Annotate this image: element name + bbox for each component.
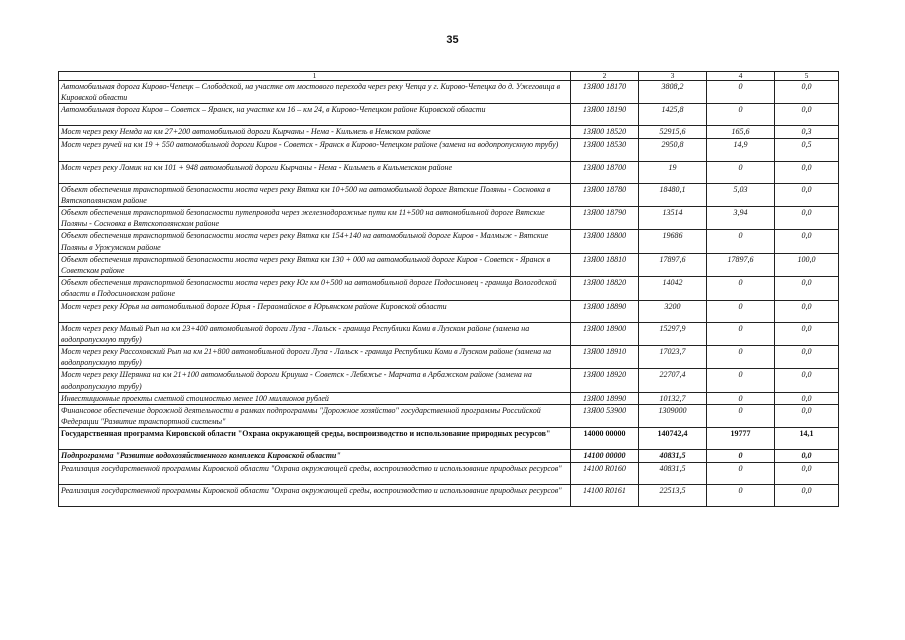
row-value-cell: 0	[707, 300, 775, 322]
row-percent-cell: 0,0	[775, 207, 839, 230]
row-value-cell: 22513,5	[639, 484, 707, 506]
table-row	[59, 126, 839, 138]
row-value-cell: 52915,6	[639, 126, 707, 138]
table-row	[59, 104, 839, 126]
row-percent-cell: 14,1	[775, 428, 839, 450]
row-code-cell: 13Я00 18170	[571, 81, 639, 104]
row-name-cell: Мост через реку Юрья на автомобильной дороге Юрья - Пераомайское в Юрьянском районе Кировской области	[59, 300, 571, 322]
row-value-cell: 165,6	[707, 126, 775, 138]
row-value-cell: 140742,4	[639, 428, 707, 450]
row-name-cell: Финансовое обеспечение дорожной деятельности в рамках подпрограммы "Дорожное хозяйство" государственной программы Российской Федерации "Развитие транспортной системы"	[59, 405, 571, 428]
header-cell-5: 5	[775, 72, 839, 81]
row-name-cell: Подпрограмма "Развитие водохозяйственного комплекса Кировской области"	[59, 450, 571, 462]
row-percent-cell: 0,0	[775, 484, 839, 506]
row-value-cell: 2950,8	[639, 138, 707, 161]
table-row	[59, 428, 839, 450]
row-value-cell: 0	[707, 161, 775, 183]
row-percent-cell: 0,0	[775, 462, 839, 484]
row-code-cell: 13Я00 18530	[571, 138, 639, 161]
row-name-cell: Инвестиционные проекты сметной стоимостью менее 100 миллионов рублей	[59, 392, 571, 404]
row-percent-cell: 0,0	[775, 392, 839, 404]
table-row	[59, 81, 839, 104]
row-name-cell: Реализация государственной программы Кировской области "Охрана окружающей среды, воспроизводство и использование природных ресурсов"	[59, 462, 571, 484]
row-value-cell: 0	[707, 104, 775, 126]
row-percent-cell: 0,0	[775, 161, 839, 183]
row-value-cell: 5,03	[707, 183, 775, 206]
row-code-cell: 13Я00 18520	[571, 126, 639, 138]
table-row	[59, 230, 839, 253]
table-row	[59, 161, 839, 183]
row-value-cell: 3808,2	[639, 81, 707, 104]
row-code-cell: 13Я00 18800	[571, 230, 639, 253]
row-value-cell: 17897,6	[639, 253, 707, 276]
row-value-cell: 19686	[639, 230, 707, 253]
row-code-cell: 13Я00 18890	[571, 300, 639, 322]
row-name-cell: Мост через ручей на км 19 + 550 автомобильной дороги Киров - Советск - Яранск в Кирово-Чепецком районе (замена на водопропускную трубу)	[59, 138, 571, 161]
row-code-cell: 14100 R0161	[571, 484, 639, 506]
row-code-cell: 13Я00 18190	[571, 104, 639, 126]
row-percent-cell: 0,5	[775, 138, 839, 161]
row-code-cell: 14000 00000	[571, 428, 639, 450]
table-row	[59, 369, 839, 392]
row-percent-cell: 0,0	[775, 104, 839, 126]
row-percent-cell: 0,0	[775, 346, 839, 369]
table-row	[59, 253, 839, 276]
row-percent-cell: 0,0	[775, 277, 839, 300]
row-value-cell: 0	[707, 322, 775, 345]
row-name-cell: Объект обеспечения транспортной безопасности моста через реку Вятка км 10+500 на автомобильной дороге Вятские Поляны - Сосновка в Вятскополянском районе	[59, 183, 571, 206]
row-value-cell: 0	[707, 450, 775, 462]
row-value-cell: 0	[707, 346, 775, 369]
row-value-cell: 40831,5	[639, 462, 707, 484]
table-row	[59, 183, 839, 206]
row-percent-cell: 0,3	[775, 126, 839, 138]
table-row	[59, 405, 839, 428]
row-code-cell: 13Я00 18700	[571, 161, 639, 183]
row-percent-cell: 0,0	[775, 369, 839, 392]
row-percent-cell: 0,0	[775, 322, 839, 345]
row-name-cell: Мост через реку Шерянка на км 21+100 автомобильной дороги Криуша - Советск - Лебяжье - Марчата в Арбажском районе (замена на водопропускную трубу)	[59, 369, 571, 392]
row-code-cell: 14100 R0160	[571, 462, 639, 484]
header-row	[59, 72, 839, 81]
row-value-cell: 1309000	[639, 405, 707, 428]
table-row	[59, 277, 839, 300]
row-value-cell: 40831,5	[639, 450, 707, 462]
row-value-cell: 0	[707, 462, 775, 484]
row-name-cell: Мост через реку Рассоховский Рып на км 21+800 автомобильной дороги Луза - Лальск - граница Республики Коми в Лузском районе (замена на водопропускную трубу)	[59, 346, 571, 369]
row-value-cell: 17023,7	[639, 346, 707, 369]
row-value-cell: 14,9	[707, 138, 775, 161]
row-percent-cell: 0,0	[775, 300, 839, 322]
row-value-cell: 13514	[639, 207, 707, 230]
row-value-cell: 19777	[707, 428, 775, 450]
table-row	[59, 392, 839, 404]
row-percent-cell: 0,0	[775, 230, 839, 253]
row-code-cell: 13Я00 18910	[571, 346, 639, 369]
table-row	[59, 300, 839, 322]
table-row	[59, 207, 839, 230]
row-value-cell: 10132,7	[639, 392, 707, 404]
row-percent-cell: 0,0	[775, 183, 839, 206]
row-percent-cell: 0,0	[775, 450, 839, 462]
row-value-cell: 0	[707, 81, 775, 104]
header-cell-4: 4	[707, 72, 775, 81]
row-name-cell: Государственная программа Кировской области "Охрана окружающей среды, воспроизводство и использование природных ресурсов"	[59, 428, 571, 450]
table-row	[59, 138, 839, 161]
row-percent-cell: 0,0	[775, 405, 839, 428]
row-code-cell: 13Я00 18810	[571, 253, 639, 276]
header-cell-2: 2	[571, 72, 639, 81]
row-value-cell: 0	[707, 369, 775, 392]
row-value-cell: 0	[707, 392, 775, 404]
row-value-cell: 15297,9	[639, 322, 707, 345]
row-percent-cell: 100,0	[775, 253, 839, 276]
row-name-cell: Мост через реку Малый Рып на км 23+400 автомобильной дороги Луза - Лальск - граница Республики Коми в Лузском районе (замена на водопропускную трубу)	[59, 322, 571, 345]
header-cell-1: 1	[59, 72, 571, 81]
row-value-cell: 22707,4	[639, 369, 707, 392]
row-value-cell: 3200	[639, 300, 707, 322]
row-name-cell: Мост через реку Ломик на км 101 + 948 автомобильной дороги Кырчаны - Нема - Кильмезь в Кильмезском районе	[59, 161, 571, 183]
row-name-cell: Реализация государственной программы Кировской области "Охрана окружающей среды, воспроизводство и использование природных ресурсов"	[59, 484, 571, 506]
table-row	[59, 462, 839, 484]
row-code-cell: 13Я00 18780	[571, 183, 639, 206]
row-value-cell: 18480,1	[639, 183, 707, 206]
row-value-cell: 0	[707, 230, 775, 253]
row-value-cell: 17897,6	[707, 253, 775, 276]
row-code-cell: 13Я00 18820	[571, 277, 639, 300]
table-row	[59, 450, 839, 462]
table-row	[59, 484, 839, 506]
row-value-cell: 0	[707, 277, 775, 300]
page-number: 35	[446, 34, 459, 46]
row-value-cell: 14042	[639, 277, 707, 300]
row-value-cell: 1425,8	[639, 104, 707, 126]
row-code-cell: 13Я00 53900	[571, 405, 639, 428]
row-percent-cell: 0,0	[775, 81, 839, 104]
row-value-cell: 0	[707, 484, 775, 506]
header-cell-3: 3	[639, 72, 707, 81]
table-row	[59, 346, 839, 369]
row-name-cell: Автомобильная дорога Кирово-Чепецк – Слободской, на участке от мостового перехода через реку Чепца у г. Кирово-Чепецка до д. Ужеговица в Кировской области	[59, 81, 571, 104]
row-name-cell: Объект обеспечения транспортной безопасности моста через реку Вятка км 130 + 000 на автомобильной дороге Киров - Советск - Яранск в Советском районе	[59, 253, 571, 276]
table-row	[59, 322, 839, 345]
row-name-cell: Мост через реку Немда на км 27+200 автомобильной дороги Кырчаны - Нема - Кильмезь в Немском районе	[59, 126, 571, 138]
row-code-cell: 13Я00 18900	[571, 322, 639, 345]
row-value-cell: 3,94	[707, 207, 775, 230]
row-value-cell: 0	[707, 405, 775, 428]
row-code-cell: 13Я00 18990	[571, 392, 639, 404]
row-value-cell: 19	[639, 161, 707, 183]
row-code-cell: 13Я00 18920	[571, 369, 639, 392]
row-name-cell: Объект обеспечения транспортной безопасности моста через реку Вятка км 154+140 на автомобильной дороге Киров - Малмыж - Вятские Поляны в Уржумском районе	[59, 230, 571, 253]
row-name-cell: Объект обеспечения транспортной безопасности моста через реку Юг км 0+500 на автомобильной дороге Подосиновец - граница Вологодской области в Подосиновском районе	[59, 277, 571, 300]
row-code-cell: 14100 00000	[571, 450, 639, 462]
row-name-cell: Объект обеспечения транспортной безопасности путепровода через железнодорожные пути км 11+500 на автомобильной дороге Вятские Поляны - Сосновка в Вятскополянском районе	[59, 207, 571, 230]
row-code-cell: 13Я00 18790	[571, 207, 639, 230]
row-name-cell: Автомобильная дорога Киров – Советск – Яранск, на участке км 16 – км 24, в Кирово-Чепецком районе Кировской области	[59, 104, 571, 126]
budget-table	[58, 71, 839, 507]
